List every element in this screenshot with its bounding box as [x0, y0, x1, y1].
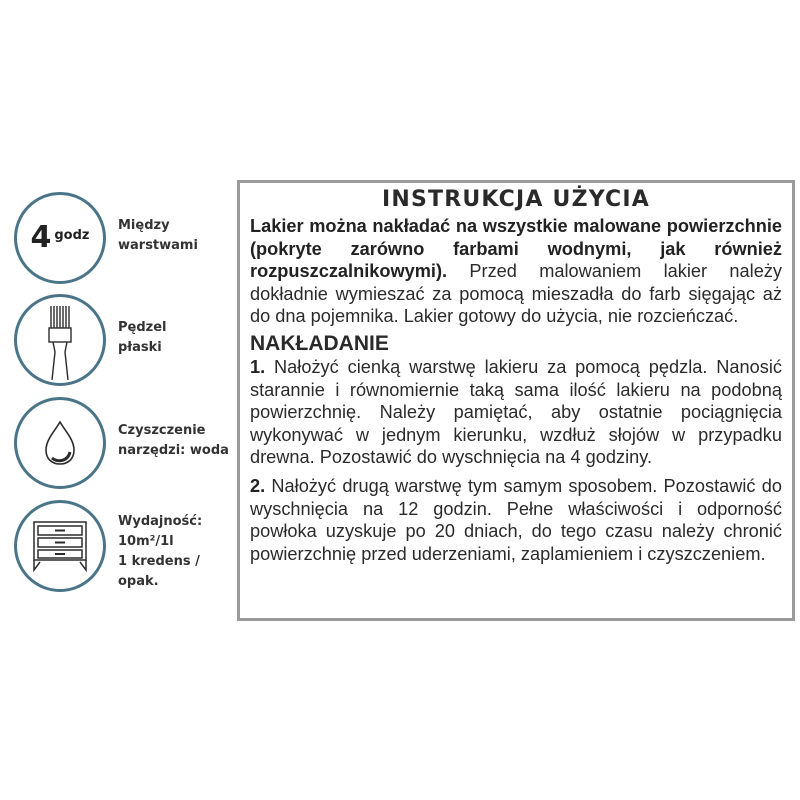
step-text: Nałożyć drugą warstwę tym samym sposobem. Pozostawić do wyschnięcia na 12 godzin. Pełne właściwości i odporność powłoka uzyskuje po 20 dniach, do tego czasu należy chronić powierzchnię przed uderzeniami, zaplamieniem i czyszczeniem. [250, 475, 782, 564]
step-number: 1. [250, 356, 266, 377]
instructions-title: INSTRUKCJA UŻYCIA [381, 187, 651, 212]
feature-cleaning [14, 397, 234, 497]
feature-label: Czyszczenie narzędzi: woda [118, 423, 229, 458]
application-section-title: NAKŁADANIE [250, 331, 389, 355]
feature-brush [14, 294, 234, 394]
step-2 [250, 475, 782, 565]
step-number: 2. [250, 475, 266, 496]
intro-text: Przed malowaniem lakier należy dokładnie wymieszać za pomocą mieszadła do farb sięgając aż do dna pojemnika. Lakier gotowy do użycia, nie rozcieńczać. [250, 261, 782, 327]
instructions-panel [237, 180, 795, 621]
drying-time-badge [14, 192, 106, 284]
hours-value: 4 [30, 220, 52, 255]
water-drop-icon [38, 418, 82, 468]
feature-label: Między warstwami [118, 218, 198, 253]
coverage-badge [14, 500, 106, 592]
brush-badge [14, 294, 106, 386]
flat-brush-icon [30, 300, 90, 380]
dresser-icon [30, 518, 90, 574]
clock-hours-icon [30, 220, 90, 255]
feature-coverage [14, 500, 234, 600]
step-1 [250, 356, 782, 469]
feature-label: Pędzel płaski [118, 320, 167, 355]
feature-label: Wydajność: 10m²/1l 1 kredens / opak. [118, 514, 203, 589]
intro-bold-text: Lakier można nakładać na wszystkie malowane powierzchnie (pokryte zarówno farbami wodnymi, jak również rozpuszczalnikowymi). [250, 216, 782, 282]
intro-paragraph [250, 215, 782, 328]
feature-drying-time [14, 192, 234, 292]
cleaning-badge [14, 397, 106, 489]
hours-unit: godz [54, 228, 90, 243]
step-text: Nałożyć cienką warstwę lakieru za pomocą pędzla. Nanosić starannie i równomiernie taką sama ilość lakieru na podobną powierzchnię. Należy pamiętać, aby ostatnie pociągnięcia wykonywać w jednym kierunku, wzdłuż słojów w przypadku drewna. Pozostawić do wyschnięcia na 4 godziny. [250, 356, 782, 468]
